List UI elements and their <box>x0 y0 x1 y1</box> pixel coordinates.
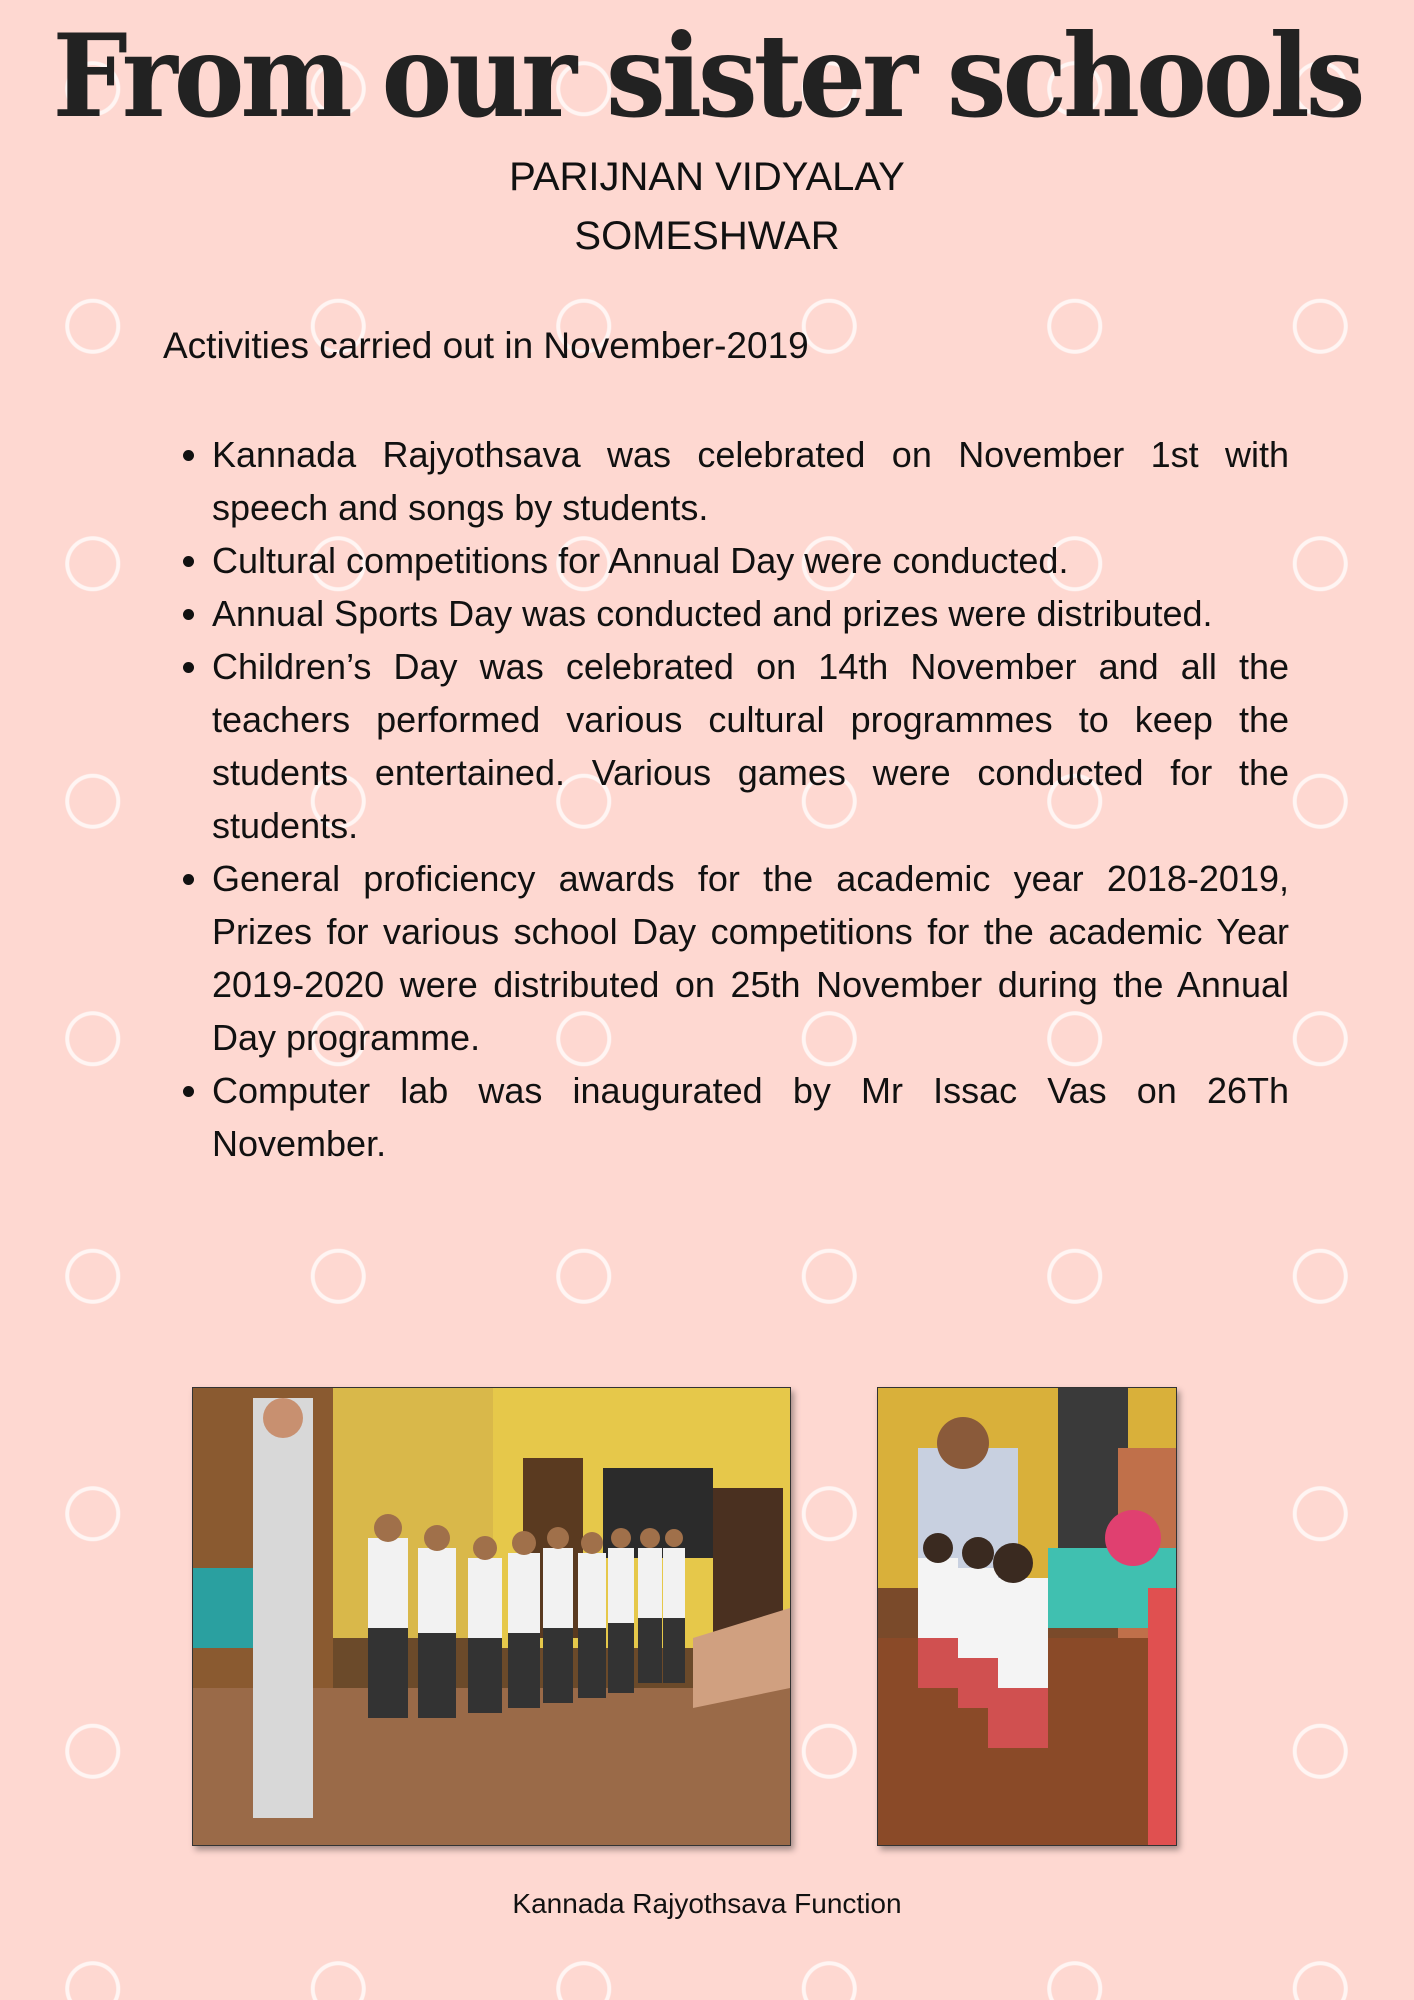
photo-caption: Kannada Rajyothsava Function <box>512 1888 902 1919</box>
list-item: • Kannada Rajyothsava was celebrated on November 1st with speech and songs by students. <box>212 428 1289 534</box>
activities-list <box>163 428 1289 1170</box>
list-item: • Annual Sports Day was conducted and prizes were distributed. <box>212 587 1289 640</box>
event-photo-students-lineup <box>192 1387 791 1846</box>
list-item: • Cultural competitions for Annual Day were conducted. <box>212 534 1289 587</box>
activities-heading: Activities carried out in November-2019 <box>163 325 809 366</box>
list-item: • Computer lab was inaugurated by Mr Issac Vas on 26Th November. <box>212 1064 1289 1170</box>
school-name: PARIJNAN VIDYALAY <box>509 155 905 199</box>
list-item: • General proficiency awards for the academic year 2018-2019, Prizes for various school Day competitions for the academic Year 2019-2020 were distributed on 25th November during the Annual Day programme. <box>212 852 1289 1064</box>
event-photo-lamp-lighting <box>877 1387 1177 1846</box>
page-title: From our sister schools <box>52 7 1362 143</box>
list-item: • Children’s Day was celebrated on 14th November and all the teachers performed various cultural programmes to keep the students entertained. Various games were conducted for the students. <box>212 640 1289 852</box>
school-location: SOMESHWAR <box>574 214 840 258</box>
